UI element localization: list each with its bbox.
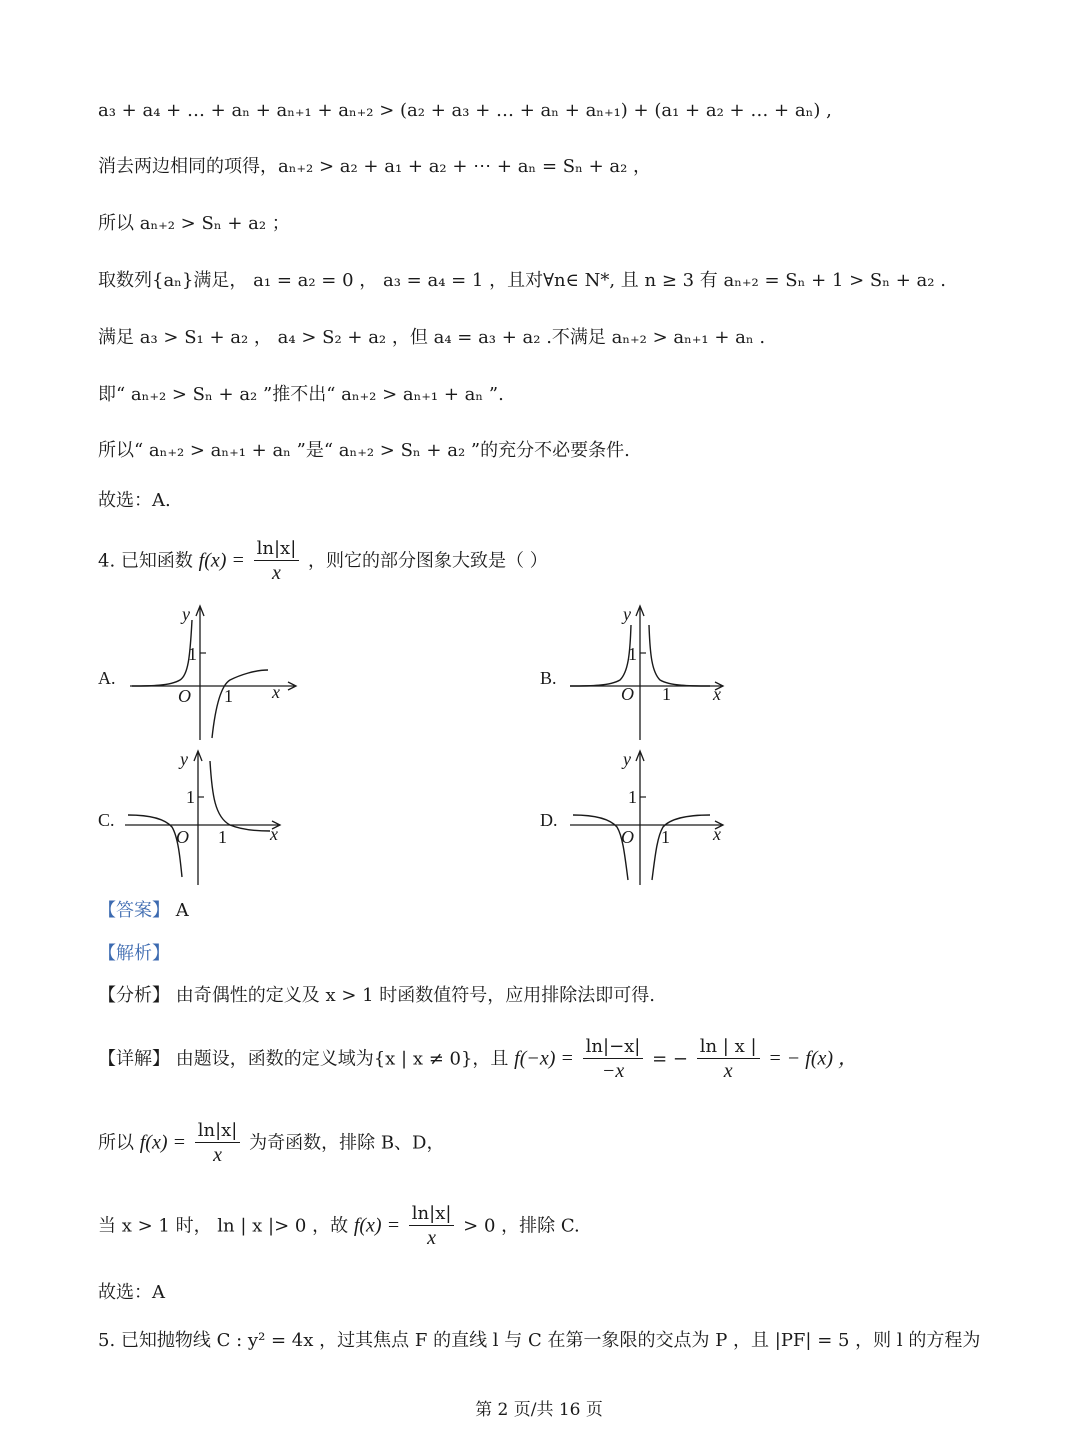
solution-line-8: 故选：A. bbox=[98, 490, 171, 511]
graph-c-one-x: 1 bbox=[218, 827, 227, 847]
option-a-label: A. bbox=[98, 668, 116, 688]
xiangjie-mid: = − bbox=[652, 1048, 688, 1070]
q4-suffix: ，则它的部分图象大致是（ ） bbox=[308, 550, 548, 572]
graph-d-y-label: y bbox=[623, 749, 631, 769]
q4-denominator: x bbox=[272, 562, 281, 584]
option-c-label: C. bbox=[98, 810, 115, 830]
xiangjie-fraction-2: $\frac{\ln | x |}{x}$ bbox=[697, 1038, 760, 1081]
graph-c-one-y: 1 bbox=[186, 787, 195, 807]
graph-option-b bbox=[565, 600, 745, 745]
question-4 bbox=[98, 540, 548, 583]
q4-function: f(x) = bbox=[198, 549, 245, 572]
solution-line-4: 取数列{aₙ}满足， a₁ = a₂ = 0 ， a₃ = a₄ = 1 ，且对∀n∈ N*, 且 n ≥ 3 有 aₙ₊₂ = Sₙ + 1 > Sₙ + a₂ . bbox=[98, 270, 946, 291]
graph-b-x-label: x bbox=[713, 684, 721, 704]
option-d-label: D. bbox=[540, 810, 558, 830]
answer-line bbox=[98, 902, 189, 920]
positive-line: 当 x > 1 时， ln | x |> 0 ，故 f(x) = $\frac{\ln|x|}{x}$ > 0 ，排除 C. bbox=[98, 1203, 580, 1249]
analysis-label: 【解析】 bbox=[98, 943, 170, 964]
positive-fraction: $\frac{\ln|x|}{x}$ bbox=[409, 1205, 455, 1248]
graph-c-x-label: x bbox=[270, 824, 278, 844]
xiangjie-label: 【详解】 bbox=[98, 1048, 170, 1070]
graph-c-origin-label: O bbox=[176, 827, 189, 847]
solution-line-7: 所以“ aₙ₊₂ > aₙ₊₁ + aₙ ”是“ aₙ₊₂ > Sₙ + a₂ ”的充分不必要条件. bbox=[98, 440, 630, 461]
q4-prefix: 4. 已知函数 bbox=[98, 550, 193, 572]
xiangjie-text: 由题设，函数的定义域为{x | x ≠ 0}，且 bbox=[175, 1048, 509, 1070]
solution-line-1: a₃ + a₄ + … + aₙ + aₙ₊₁ + aₙ₊₂ > (a₂ + a₃ + … + aₙ + aₙ₊₁) + (a₁ + a₂ + … + aₙ) , bbox=[98, 100, 832, 121]
answer-label: 【答案】 bbox=[98, 900, 170, 921]
solution-line-6: 即“ aₙ₊₂ > Sₙ + a₂ ”推不出“ aₙ₊₂ > aₙ₊₁ + aₙ ”. bbox=[98, 384, 504, 405]
odd-fraction: $\frac{\ln|x|}{x}$ bbox=[195, 1122, 241, 1165]
graph-a-x-label: x bbox=[272, 682, 280, 702]
graph-b-one-y: 1 bbox=[628, 644, 637, 664]
graph-d-origin-label: O bbox=[621, 827, 634, 847]
xiangjie-end: = − f(x) ， bbox=[768, 1047, 859, 1070]
graph-a-y-label: y bbox=[182, 604, 190, 624]
graph-a-origin-label: O bbox=[178, 686, 191, 706]
graph-a-one-x: 1 bbox=[224, 686, 233, 706]
q4-fraction bbox=[254, 540, 300, 583]
answer-value: A bbox=[175, 900, 189, 921]
graph-d-one-x: 1 bbox=[661, 827, 670, 847]
xiangjie-fraction-1: $\frac{\ln|-x|}{-x}$ bbox=[583, 1038, 644, 1081]
page-footer: 第 2 页/共 16 页 bbox=[475, 1400, 603, 1420]
choose-line: 故选：A bbox=[98, 1282, 165, 1303]
graph-b-one-x: 1 bbox=[662, 684, 671, 704]
graph-b-y-label: y bbox=[623, 604, 631, 624]
graph-option-c bbox=[120, 745, 300, 890]
q4-numerator: ln|x| bbox=[254, 540, 300, 561]
option-b-label: B. bbox=[540, 668, 557, 688]
solution-line-2: 消去两边相同的项得，aₙ₊₂ > a₂ + a₁ + a₂ + ⋯ + aₙ = Sₙ + a₂ ， bbox=[98, 156, 652, 177]
graph-option-a bbox=[120, 600, 300, 745]
graph-b-origin-label: O bbox=[621, 684, 634, 704]
graph-a-one-y: 1 bbox=[188, 644, 197, 664]
graph-d-x-label: x bbox=[713, 824, 721, 844]
fenxi-text: 由奇偶性的定义及 x > 1 时函数值符号，应用排除法即可得. bbox=[175, 985, 656, 1006]
odd-function-line: 所以 f(x) = $\frac{\ln|x|}{x}$ 为奇函数，排除 B、D， bbox=[98, 1120, 445, 1166]
solution-line-3: 所以 aₙ₊₂ > Sₙ + a₂ ； bbox=[98, 213, 290, 234]
graph-c-y-label: y bbox=[180, 749, 188, 769]
xiangjie-f-neg: f(−x) = bbox=[514, 1047, 574, 1070]
fenxi-line bbox=[98, 987, 655, 1005]
graph-d-one-y: 1 bbox=[628, 787, 637, 807]
xiangjie-line bbox=[98, 1038, 858, 1081]
graph-option-d bbox=[565, 745, 745, 890]
fenxi-label: 【分析】 bbox=[98, 985, 170, 1006]
question-5: 5. 已知抛物线 C : y² = 4x ，过其焦点 F 的直线 l 与 C 在第一象限的交点为 P ，且 |PF| = 5 ，则 l 的方程为 bbox=[98, 1330, 981, 1351]
solution-line-5: 满足 a₃ > S₁ + a₂ ， a₄ > S₂ + a₂ ，但 a₄ = a₃ + a₂ .不满足 aₙ₊₂ > aₙ₊₁ + aₙ . bbox=[98, 327, 766, 348]
